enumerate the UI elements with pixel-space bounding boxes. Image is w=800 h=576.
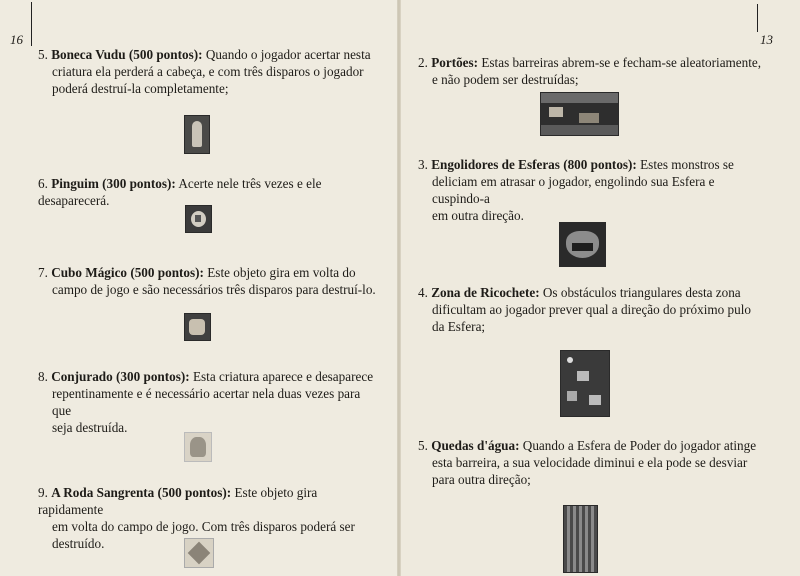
item-text: Acerte nele três vezes e ele desaparecerá. <box>38 176 322 208</box>
item-text: Esta criatura aparece e desaparece <box>192 369 374 384</box>
item-text: Este objeto gira em volta do <box>207 265 356 280</box>
bloody-wheel-sprite <box>184 538 214 568</box>
item-title: Quedas d'água: <box>431 438 520 453</box>
item-text: repentinamente e é necessário acertar nela duas vezes para que <box>52 386 361 418</box>
item-title: A Roda Sangrenta (500 pontos): <box>51 485 232 500</box>
magic-cube-sprite <box>184 313 211 341</box>
item-title: Cubo Mágico (500 pontos): <box>51 265 204 280</box>
right-item-5 <box>418 437 763 488</box>
item-title: Boneca Vudu (500 pontos): <box>51 47 203 62</box>
item-title: Portões: <box>431 55 479 70</box>
item-text: esta barreira, a sua velocidade diminui e ela pode se desviar <box>432 455 748 470</box>
page-number-right: 13 <box>760 32 773 47</box>
item-title: Engolidores de Esferas (800 pontos): <box>431 157 637 172</box>
book-spine <box>397 0 401 576</box>
page-rule-right <box>757 4 758 32</box>
page-rule-left <box>31 2 32 46</box>
item-text: campo de jogo e são necessários três disparos para destruí-lo. <box>52 282 376 297</box>
item-number: 6. <box>38 176 48 191</box>
ricochet-zone-screenshot <box>560 350 610 417</box>
gates-screenshot <box>540 92 619 136</box>
item-number: 4. <box>418 285 428 300</box>
item-number: 2. <box>418 55 428 70</box>
item-text: criatura ela perderá a cabeça, e com três disparos o jogador <box>52 64 364 79</box>
conjured-sprite <box>184 432 212 462</box>
penguin-sprite <box>185 205 212 233</box>
item-text: seja destruída. <box>52 420 128 435</box>
left-item-6 <box>38 175 378 209</box>
left-item-7 <box>38 264 378 298</box>
item-number: 9. <box>38 485 48 500</box>
waterfall-screenshot <box>563 505 598 573</box>
item-number: 5. <box>418 438 428 453</box>
left-item-8 <box>38 368 378 436</box>
item-text: poderá destruí-la completamente; <box>52 81 229 96</box>
item-text: em volta do campo de jogo. Com três disparos poderá ser destruído. <box>52 519 355 551</box>
item-text: Estas barreiras abrem-se e fecham-se aleatoriamente, <box>481 55 762 70</box>
right-item-2 <box>418 54 763 88</box>
right-item-3 <box>418 156 763 224</box>
item-text: para outra direção; <box>432 472 531 487</box>
item-title: Conjurado (300 pontos): <box>51 369 190 384</box>
left-item-5 <box>38 46 378 97</box>
item-number: 3. <box>418 157 428 172</box>
item-title: Pinguim (300 pontos): <box>51 176 176 191</box>
item-text: da Esfera; <box>432 319 486 334</box>
item-text: em outra direção. <box>432 208 524 223</box>
item-text: e não podem ser destruídas; <box>432 72 579 87</box>
item-text: Os obstáculos triangulares desta zona <box>542 285 741 300</box>
sphere-swallower-sprite <box>559 222 606 267</box>
item-text: dificultam ao jogador prever qual a direção do próximo pulo <box>432 302 751 317</box>
right-item-4 <box>418 284 763 335</box>
item-text: Estes monstros se <box>640 157 734 172</box>
item-text: Quando o jogador acertar nesta <box>205 47 371 62</box>
item-text: Este objeto gira rapidamente <box>38 485 318 517</box>
item-text: Quando a Esfera de Poder do jogador atinge <box>522 438 757 453</box>
voodoo-doll-sprite <box>184 115 210 154</box>
item-number: 7. <box>38 265 48 280</box>
item-number: 8. <box>38 369 48 384</box>
page-number-left: 16 <box>10 32 23 47</box>
item-text: deliciam em atrasar o jogador, engolindo sua Esfera e cuspindo-a <box>432 174 715 206</box>
item-title: Zona de Ricochete: <box>431 285 540 300</box>
item-number: 5. <box>38 47 48 62</box>
